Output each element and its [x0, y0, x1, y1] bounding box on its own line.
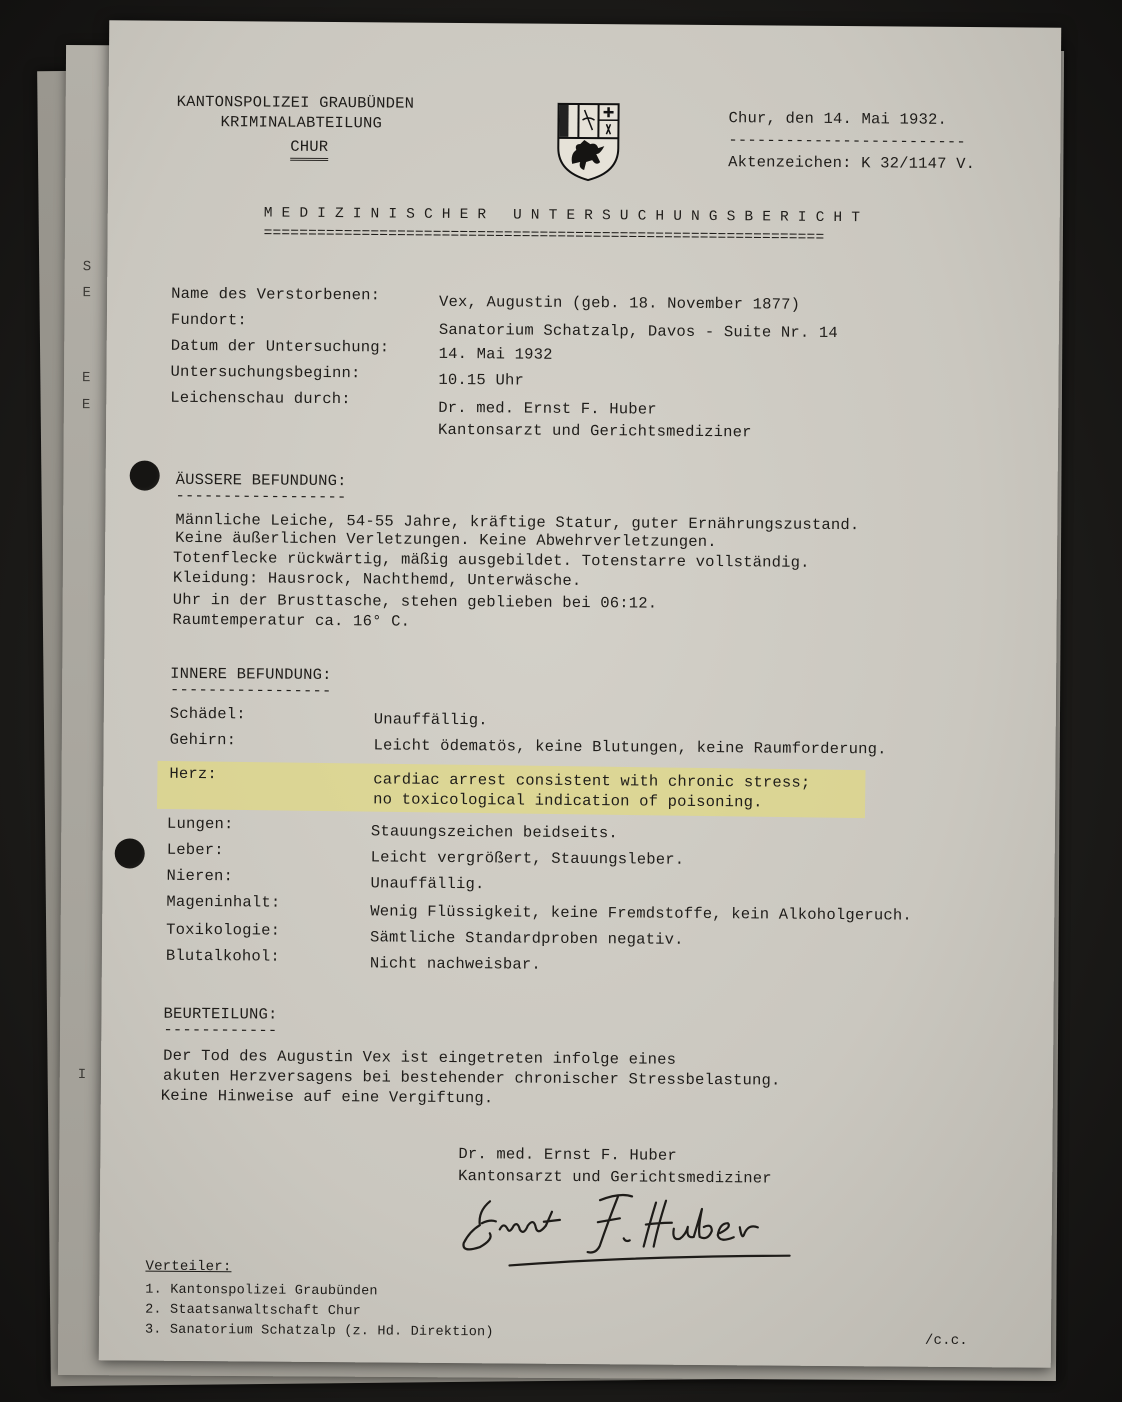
detail-label: Untersuchungsbeginn:	[170, 362, 361, 383]
organ-label: Herz:	[169, 764, 217, 784]
date-rule: -------------------------	[728, 131, 966, 152]
section-heading: ÄUSSERE BEFUNDUNG:	[175, 470, 347, 491]
detail-value: Vex, Augustin (geb. 18. November 1877)	[439, 292, 801, 314]
organ-finding: Wenig Flüssigkeit, keine Fremdstoffe, kein Alkoholgeruch.	[370, 902, 912, 925]
organ-finding: Nicht nachweisbar.	[369, 954, 541, 974]
typist-initials: /c.c.	[924, 1332, 969, 1350]
detail-label: Datum der Untersuchung:	[170, 336, 390, 357]
detail-value: 14. Mai 1932	[438, 344, 553, 364]
coat-of-arms-icon	[556, 102, 621, 183]
back-letter: E	[81, 397, 91, 414]
organ-label: Gehirn:	[169, 730, 237, 750]
back-letter: E	[82, 285, 92, 302]
punch-hole	[130, 460, 160, 490]
org-city: CHUR	[290, 138, 328, 161]
detail-value: Dr. med. Ernst F. Huber	[438, 398, 657, 419]
back-letter: S	[82, 259, 92, 276]
distribution-item: 3. Sanatorium Schatzalp (z. Hd. Direktion)	[144, 1322, 494, 1341]
organ-label: Mageninhalt:	[166, 892, 281, 912]
detail-label: Name des Verstorbenen:	[171, 284, 381, 305]
organ-finding: Unauffällig.	[370, 874, 485, 894]
finding-line: Männliche Leiche, 54-55 Jahre, kräftige Statur, guter Ernährungszustand.	[175, 510, 860, 535]
organ-label: Nieren:	[166, 866, 234, 886]
section-heading: BEURTEILUNG:	[163, 1004, 278, 1024]
org-name: KANTONSPOLIZEI GRAUBÜNDEN	[176, 92, 415, 113]
distribution-heading: Verteiler:	[145, 1258, 232, 1276]
finding-line: Raumtemperatur ca. 16° C.	[172, 610, 411, 631]
organ-finding: Leicht ödematös, keine Blutungen, keine Raumforderung.	[373, 736, 887, 759]
signatory-name: Dr. med. Ernst F. Huber	[458, 1145, 677, 1165]
organ-finding: cardiac arrest consistent with chronic stress;	[373, 770, 811, 792]
finding-line: Keine äußerlichen Verletzungen. Keine Abwehrverletzungen.	[175, 528, 717, 552]
title-rule: ===============================================================	[263, 225, 825, 246]
organ-finding: no toxicological indication of poisoning.	[373, 790, 763, 812]
organ-finding: Sämtliche Standardproben negativ.	[370, 928, 684, 949]
organ-label: Toxikologie:	[166, 920, 281, 940]
organ-finding: Stauungszeichen beidseits.	[370, 822, 619, 843]
section-rule: ------------------	[175, 486, 347, 507]
organ-finding: Unauffällig.	[373, 710, 488, 730]
assessment-line: Der Tod des Augustin Vex ist eingetreten infolge eines	[163, 1046, 677, 1069]
organ-label: Lungen:	[166, 814, 234, 834]
organ-label: Leber:	[166, 840, 224, 860]
detail-label: Leichenschau durch:	[170, 388, 351, 409]
section-heading: INNERE BEFUNDUNG:	[170, 664, 332, 685]
section-rule: -----------------	[169, 680, 332, 701]
report-date: Chur, den 14. Mai 1932.	[728, 109, 948, 129]
back-letter: I	[77, 1067, 87, 1084]
detail-label: Fundort:	[170, 310, 248, 330]
detail-value: Kantonsarzt und Gerichtsmediziner	[437, 420, 752, 442]
handwritten-signature	[449, 1181, 800, 1280]
finding-line: Uhr in der Brusttasche, stehen geblieben bei 06:12.	[172, 590, 658, 613]
organ-label: Blutalkohol:	[165, 946, 281, 966]
distribution-item: 1. Kantonspolizei Graubünden	[145, 1282, 378, 1300]
detail-value: 10.15 Uhr	[438, 370, 525, 390]
signatory-title: Kantonsarzt und Gerichtsmediziner	[458, 1167, 772, 1188]
report-title: M E D I Z I N I S C H E R U N T E R S U C H U N G S B E R I C H T	[263, 205, 861, 227]
punch-hole	[115, 838, 145, 868]
detail-value: Sanatorium Schatzalp, Davos - Suite Nr. 14	[438, 320, 838, 343]
org-department: KRIMINALABTEILUNG	[220, 113, 383, 133]
finding-line: Kleidung: Hausrock, Nachthemd, Unterwäsche.	[172, 568, 582, 591]
distribution-item: 2. Staatsanwaltschaft Chur	[145, 1302, 362, 1320]
assessment-line: Keine Hinweise auf eine Vergiftung.	[160, 1086, 494, 1108]
section-rule: ------------	[163, 1020, 278, 1040]
organ-label: Schädel:	[169, 704, 246, 724]
file-reference: Aktenzeichen: K 32/1147 V.	[728, 153, 976, 174]
report-document	[99, 20, 1061, 1367]
finding-line: Totenflecke rückwärtig, mäßig ausgebildet. Totenstarre vollständig.	[172, 548, 810, 572]
organ-finding: Leicht vergrößert, Stauungsleber.	[370, 848, 685, 869]
back-letter: E	[81, 370, 91, 387]
assessment-line: akuten Herzversagens bei bestehender chronischer Stressbelastung.	[162, 1066, 781, 1090]
